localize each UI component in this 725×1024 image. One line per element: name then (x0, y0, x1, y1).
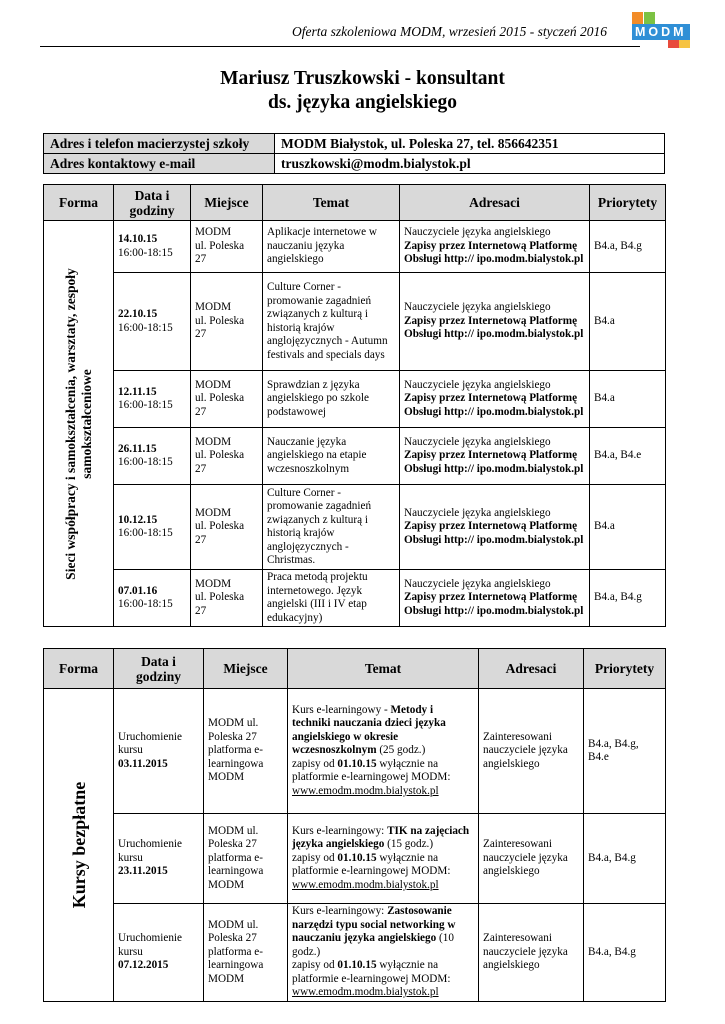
enroll-prefix: zapisy od (292, 959, 338, 971)
event-date: 10.12.15 (118, 513, 158, 526)
launch-cell (114, 814, 204, 904)
courses-header-row (44, 649, 666, 689)
course-hours: (10 godz.) (292, 932, 454, 958)
col-temat: Temat (288, 649, 479, 689)
col-adresaci: Adresaci (400, 185, 590, 221)
enrollment-info: Zapisy przez Internetową Platformę Obsługi http:// ipo.modm.bialystok.pl (404, 591, 584, 617)
event-time: 16:00-18:15 (118, 527, 173, 539)
forma-cell (44, 689, 114, 1002)
addressees-cell: Zainteresowani nauczyciele języka angielskiego (479, 814, 584, 904)
events-header-row (44, 185, 666, 221)
enroll-date: 01.10.15 (337, 851, 377, 864)
enrollment-info: Zapisy przez Internetową Platformę Obsługi http:// ipo.modm.bialystok.pl (404, 392, 584, 418)
priority-cell: B4.a, B4.g (590, 570, 666, 627)
priority-cell: B4.a, B4.g, B4.e (584, 689, 666, 814)
event-row (44, 570, 666, 627)
page-title (0, 67, 725, 115)
header-divider (40, 46, 640, 47)
topic-cell (288, 814, 479, 904)
priority-cell: B4.a, B4.g (590, 221, 666, 273)
launch-date: 03.11.2015 (118, 757, 168, 770)
col-data: Data i godziny (114, 649, 204, 689)
topic-cell: Praca metodą projektu internetowego. Język angielski (III i IV etap edukacyjny) (263, 570, 400, 627)
place-cell (191, 428, 263, 485)
addressees-cell (400, 221, 590, 273)
enrollment-info: Zapisy przez Internetową Platformę Obsługi http:// ipo.modm.bialystok.pl (404, 239, 584, 266)
launch-cell (114, 689, 204, 814)
events-table (43, 184, 666, 627)
school-address-value: MODM Białystok, ul. Poleska 27, tel. 856642351 (275, 134, 665, 154)
date-cell (114, 371, 191, 428)
place-cell (191, 221, 263, 273)
course-kind: Kurs e-learningowy: (292, 905, 388, 917)
email-label: Adres kontaktowy e-mail (44, 154, 275, 174)
event-row (44, 371, 666, 428)
place-name: MODM (195, 378, 232, 391)
place-cell (191, 371, 263, 428)
launch-label: Uruchomienie kursu (118, 838, 182, 864)
course-hours: (25 godz.) (376, 744, 426, 757)
event-date: 07.01.16 (118, 584, 158, 597)
priority-cell: B4.a (590, 273, 666, 371)
place-name: MODM (195, 577, 232, 590)
event-date: 14.10.15 (118, 233, 158, 245)
event-row (44, 485, 666, 570)
launch-date: 23.11.2015 (118, 865, 168, 878)
priority-cell: B4.a, B4.g (584, 904, 666, 1002)
addressees-cell (400, 371, 590, 428)
date-cell (114, 273, 191, 371)
enroll-date: 01.10.15 (337, 959, 377, 971)
date-cell (114, 570, 191, 627)
enroll-suffix: wyłącznie na platformie e-learningowej MODM: (292, 959, 451, 985)
header-title: Oferta szkoleniowa MODM, wrzesień 2015 - styczeń 2016 (292, 24, 607, 39)
course-row (44, 814, 666, 904)
platform-link[interactable]: www.emodm.modm.bialystok.pl (292, 986, 439, 998)
forma-label: Sieci współpracy i samokształcenia, warsztaty, zespoły samokształceniowe (62, 267, 94, 580)
addressees-cell (400, 485, 590, 570)
col-adresaci: Adresaci (479, 649, 584, 689)
enrollment-info: Zapisy przez Internetową Platformę Obsługi http:// ipo.modm.bialystok.pl (404, 520, 584, 546)
place-street: ul. Poleska 27 (195, 591, 245, 617)
enroll-prefix: zapisy od (292, 851, 338, 864)
course-hours: (15 godz.) (384, 838, 434, 851)
event-date: 22.10.15 (118, 308, 158, 320)
addressees-cell (400, 570, 590, 627)
place-cell: MODM ul. Poleska 27 platforma e-learningowa MODM (204, 814, 288, 904)
launch-label: Uruchomienie kursu (118, 730, 182, 757)
place-cell: MODM ul. Poleska 27 platforma e-learningowa MODM (204, 904, 288, 1002)
forma-cell (44, 221, 114, 627)
priority-cell: B4.a (590, 485, 666, 570)
event-time: 16:00-18:15 (118, 399, 173, 411)
addressees: Nauczyciele języka angielskiego (404, 577, 551, 590)
col-forma: Forma (44, 185, 114, 221)
email-value: truszkowski@modm.bialystok.pl (275, 154, 665, 174)
date-cell (114, 428, 191, 485)
col-forma: Forma (44, 649, 114, 689)
priority-cell: B4.a (590, 371, 666, 428)
enroll-date: 01.10.15 (337, 757, 377, 770)
launch-label: Uruchomienie kursu (118, 932, 182, 958)
col-temat: Temat (263, 185, 400, 221)
title-line-1: Mariusz Truszkowski - konsultant (220, 68, 505, 89)
place-street: ul. Poleska 27 (195, 520, 245, 546)
addressees-cell: Zainteresowani nauczyciele języka angielskiego (479, 689, 584, 814)
course-title: Metody i techniki nauczania dzieci języka angielskiego w okresie wczesnoszkolnym (292, 703, 446, 757)
enroll-suffix: wyłącznie na platformie e-learningowej MODM: (292, 757, 451, 784)
enroll-prefix: zapisy od (292, 757, 338, 770)
addressees: Nauczyciele języka angielskiego (404, 378, 551, 391)
contact-row-school (44, 134, 665, 154)
addressees-cell: Zainteresowani nauczyciele języka angielskiego (479, 904, 584, 1002)
forma-label: Kursy bezpłatne (68, 781, 89, 909)
priority-cell: B4.a, B4.e (590, 428, 666, 485)
place-cell: MODM ul. Poleska 27 platforma e-learningowa MODM (204, 689, 288, 814)
course-kind: Kurs e-learningowy - (292, 703, 391, 716)
course-kind: Kurs e-learningowy: (292, 824, 388, 837)
topic-cell (288, 904, 479, 1002)
place-cell (191, 570, 263, 627)
place-name: MODM (195, 301, 232, 314)
logo-square-red (668, 40, 679, 48)
course-row (44, 689, 666, 814)
logo-square-yellow (679, 40, 690, 48)
place-street: ul. Poleska 27 (195, 392, 245, 418)
col-priorytety: Priorytety (590, 185, 666, 221)
modm-logo (628, 12, 692, 48)
col-priorytety: Priorytety (584, 649, 666, 689)
logo-text: MODM (635, 25, 687, 39)
logo-square-green (644, 12, 655, 24)
enrollment-info: Zapisy przez Internetową Platformę Obsługi http:// ipo.modm.bialystok.pl (404, 314, 584, 341)
priority-cell: B4.a, B4.g (584, 814, 666, 904)
event-date: 12.11.15 (118, 385, 157, 398)
contact-table (43, 133, 665, 174)
school-address-label: Adres i telefon macierzystej szkoły (44, 134, 275, 154)
place-name: MODM (195, 506, 232, 519)
col-miejsce: Miejsce (191, 185, 263, 221)
topic-cell: Culture Corner - promowanie zagadnień związanych z kulturą i historią krajów anglojęzycznych - Christmas. (263, 485, 400, 570)
launch-cell (114, 904, 204, 1002)
contact-row-email (44, 154, 665, 174)
logo-square-orange (632, 12, 643, 24)
place-cell (191, 273, 263, 371)
launch-date: 07.12.2015 (118, 959, 169, 971)
place-cell (191, 485, 263, 570)
platform-link[interactable]: www.emodm.modm.bialystok.pl (292, 878, 439, 891)
courses-table (43, 648, 666, 1002)
event-time: 16:00-18:15 (118, 598, 173, 610)
event-row (44, 428, 666, 485)
place-street: ul. Poleska 27 (195, 314, 245, 341)
place-street: ul. Poleska 27 (195, 449, 245, 475)
platform-link[interactable]: www.emodm.modm.bialystok.pl (292, 784, 439, 797)
topic-cell: Nauczanie języka angielskiego na etapie wczesnoszkolnym (263, 428, 400, 485)
enroll-suffix: wyłącznie na platformie e-learningowej MODM: (292, 851, 451, 878)
col-miejsce: Miejsce (204, 649, 288, 689)
course-title: TIK na zajęciach języka angielskiego (292, 824, 470, 851)
enrollment-info: Zapisy przez Internetową Platformę Obsługi http:// ipo.modm.bialystok.pl (404, 449, 584, 475)
addressees: Nauczyciele języka angielskiego (404, 226, 551, 239)
date-cell (114, 221, 191, 273)
event-date: 26.11.15 (118, 442, 157, 455)
addressees: Nauczyciele języka angielskiego (404, 435, 551, 448)
event-row (44, 221, 666, 273)
addressees-cell (400, 273, 590, 371)
topic-cell: Sprawdzian z języka angielskiego po szkole podstawowej (263, 371, 400, 428)
place-name: MODM (195, 435, 232, 448)
event-time: 16:00-18:15 (118, 246, 173, 259)
place-name: MODM (195, 226, 232, 239)
event-time: 16:00-18:15 (118, 456, 173, 468)
topic-cell: Aplikacje internetowe w nauczaniu języka angielskiego (263, 221, 400, 273)
topic-cell: Culture Corner - promowanie zagadnień związanych z kulturą i historią krajów anglojęzycznych - Autumn festivals and specials days (263, 273, 400, 371)
event-time: 16:00-18:15 (118, 321, 173, 334)
course-row (44, 904, 666, 1002)
addressees: Nauczyciele języka angielskiego (404, 301, 551, 314)
place-street: ul. Poleska 27 (195, 239, 245, 266)
col-data: Data i godziny (114, 185, 191, 221)
addressees-cell (400, 428, 590, 485)
addressees: Nauczyciele języka angielskiego (404, 506, 551, 519)
title-line-2: ds. języka angielskiego (267, 92, 458, 113)
event-row (44, 273, 666, 371)
course-title: Zastosowanie narzędzi typu social networking w nauczaniu języka angielskiego (292, 905, 456, 944)
topic-cell (288, 689, 479, 814)
date-cell (114, 485, 191, 570)
